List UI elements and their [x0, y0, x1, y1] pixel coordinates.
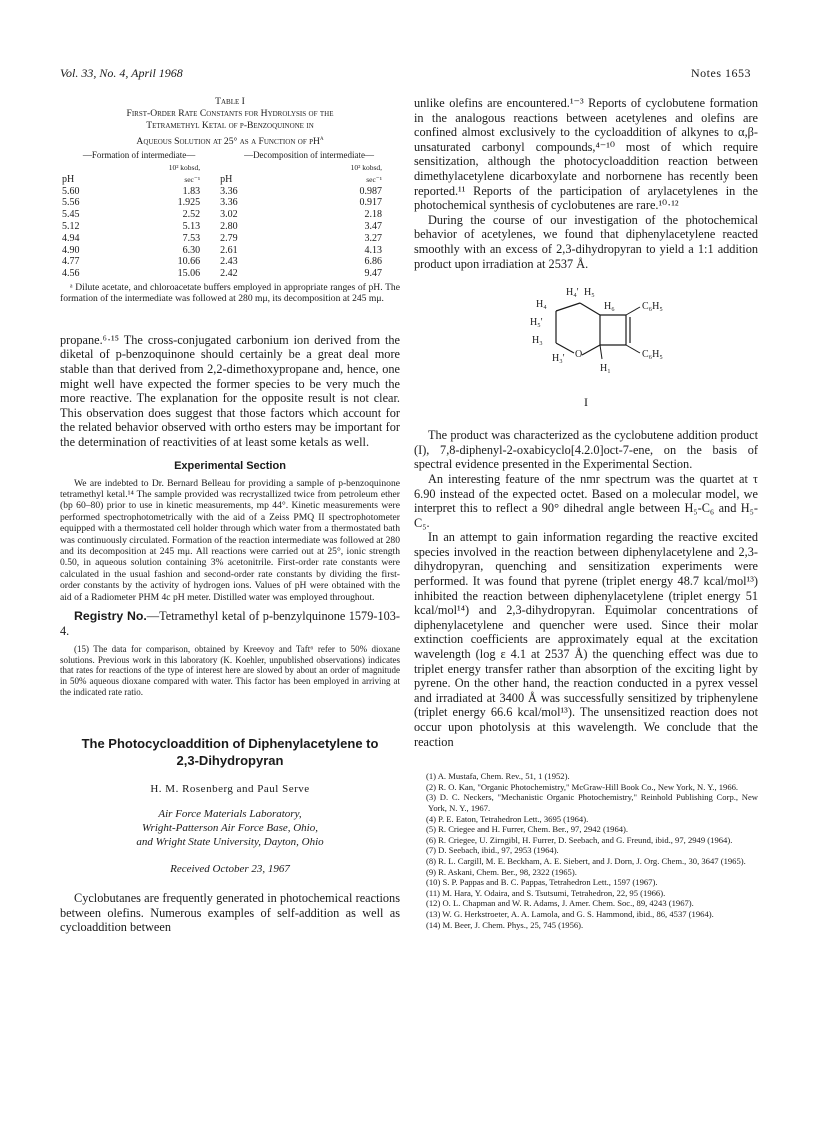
left-column	[60, 96, 400, 935]
footnote-15: (15) The data for comparison, obtained by Kreevoy and Taft⁶ refer to 50% dioxane solutions. Previous work in this laboratory (K. Koehler, unpublished observations) indicates that rates for reactions of the type of interest here are slowed by about an order of magnitude in 50% aqueous dioxane compared with water. This factor has been employed in arriving at the indicated rate ratio.	[60, 644, 400, 697]
table-row: 5.12 5.13 2.80 3.47	[62, 220, 382, 232]
table-row: 5.45 2.52 3.02 2.18	[62, 209, 382, 221]
atom-h3p: H₃'	[552, 353, 565, 365]
group-formation: —Formation of intermediate—	[82, 150, 196, 161]
atom-h5p: H₅'	[530, 317, 543, 329]
table-caption-line3: Aqueous Solution at 25° as a Function of $pH^a$	[136, 134, 324, 148]
reference-item: (12) O. L. Chapman and W. R. Adams, J. Amer. Chem. Soc., 89, 4243 (1967).	[426, 898, 694, 909]
col-ph-formation: pH	[62, 173, 75, 185]
reference-item: (11) M. Hara, Y. Odaira, and S. Tsutsumi, Tetrahedron, 22, 95 (1966).	[426, 887, 666, 898]
col-k-formation: 10² kobsd,	[168, 162, 201, 172]
article-authors: H. M. Rosenberg and Paul Serve	[150, 783, 310, 796]
registry-numbers: Registry No.—Tetramethyl ketal of p-benzylquinone 1579-103-4.	[60, 608, 400, 638]
affiliation: Air Force Materials Laboratory, Wright-Patterson Air Force Base, Ohio, and Wright State University, Dayton, Ohio	[136, 808, 324, 849]
atom-h4: H₄	[536, 299, 547, 311]
col-ph-decomposition: pH	[220, 173, 233, 185]
intro-paragraph: Cyclobutanes are frequently generated in photochemical reactions between olefins. Numerous examples of self-addition as well as cycloaddition between	[60, 891, 400, 935]
table-caption-line2: Tetramethyl Ketal of p-Benzoquinone in	[146, 120, 314, 131]
references-list	[414, 771, 758, 930]
table-row: 4.77 10.66 2.43 6.86	[62, 256, 382, 268]
atom-h3: H₃	[532, 335, 543, 347]
col-k-decomposition: 10² kobsd,	[350, 162, 382, 172]
body-paragraph: unlike olefins are encountered.¹⁻³ Reports of cyclobutene formation in the analogous reactions between acetylenes and olefins are confined almost exclusively to the cycloaddition of alkynes to α,β-unsaturated carbonyl compounds,⁴⁻¹⁰ most of which require sensitization, although the photocycloaddition reaction between dimethylacetylene dicarboxylate and norbornene has recently been reported.¹¹ Reports of the participation of arylacetylenes in the photochemical synthesis of cyclobutenes are rare.¹⁰·¹²	[414, 96, 758, 213]
table-row: 5.60 1.83 3.36 0.987	[62, 185, 382, 197]
structure-I-diagram	[496, 281, 676, 391]
table-row: 5.56 1.925 3.36 0.917	[62, 197, 382, 209]
reference-item: (14) M. Beer, J. Chem. Phys., 25, 745 (1956).	[426, 919, 584, 930]
running-header-page: Notes 1653	[691, 66, 751, 80]
reference-item: (1) A. Mustafa, Chem. Rev., 51, 1 (1952).	[426, 771, 570, 782]
atom-h1: H₁	[600, 363, 611, 375]
experimental-section-heading: Experimental Section	[174, 459, 286, 472]
body-paragraph: In an attempt to gain information regarding the reactive excited species involved in the reaction between diphenylacetylene and 2,3-dihydropyran, quenching and sensitization experiments were performed. It was found that pyrene (triplet energy 48.7 kcal/mol¹³) inhibited the reaction between diphenylacetylene (triplet energy 51 kcal/mol¹⁴) and 2,3-dihydropyran. Equimolar concentrations of diphenylacetylene and quencher were used. Since their molar extinction coefficients are approximately equal at the excitation wavelength (log ε 4.1 at 2537 Å) the quenching effect was due to triplet energy transfer rather than absorption of the exciting light by pyrene. On the other hand, the reaction conducted in a pyrex vessel and irradiated at 3400 Å was successfully sensitized by triphenylene (triplet energy 66.6 kcal/mol¹³). The unsensitized reaction does not occur upon photolysis at this wavelength. We conclude that the reaction	[414, 530, 758, 749]
cyclobutene-ring	[600, 315, 630, 345]
group-decomposition: —Decomposition of intermediate—	[244, 150, 375, 161]
table-row: 4.94 7.53 2.79 3.27	[62, 232, 382, 244]
col-k-unit-formation: sec⁻¹	[184, 174, 201, 184]
body-paragraph: propane.⁶·¹⁵ The cross-conjugated carbonium ion derived from the diketal of p-benzoquinone should certainly be a great deal more stable than that derived from 2,2-dimethoxypropane and, hence, one might well have expected the former species to be very much the more reactive. The explanation for the opposite result is not clear. This observation does suggest that those factors which account for the related behavior observed with ortho esters may be important for the determination of reactivities of at least some ketals as well.	[60, 332, 400, 449]
structure-label: I	[584, 395, 588, 410]
table-number: Table I	[215, 96, 245, 107]
article-title-line2: 2,3-Dihydropyran	[176, 753, 284, 769]
reference-item: (9) R. Askani, Chem. Ber., 98, 2322 (1965).	[426, 866, 577, 877]
col-k-unit-decomposition: sec⁻¹	[366, 174, 382, 184]
reference-item: (4) P. E. Eaton, Tetrahedron Lett., 3695 (1964).	[426, 813, 589, 824]
right-column	[414, 96, 758, 930]
table-row: 4.90 6.30 2.61 4.13	[62, 244, 382, 256]
reference-item: (2) R. O. Kan, "Organic Photochemistry," McGraw-Hill Book Co., New York, N. Y., 1966.	[426, 781, 739, 792]
experimental-text: We are indebted to Dr. Bernard Belleau for providing a sample of p-benzoquinone tetramethyl ketal.¹⁴ The sample provided was recrystallized twice from petroleum ether (bp 60–80) prior to use in kinetic measurements, mp 44°. Kinetic measurements were performed spectrophotometrically with the aid of a Zeiss PMQ II spectrophotometer equipped with a thermostated cell holder through which water from a thermostated bath was continuously circulated. Formation of the reaction intermediate was followed at 280 and its decomposition at 245 mμ. All reactions were carried out at 25°, ionic strength 0.50, in aqueous solution containing 3% acetonitrile. First-order rate constants were calculated in the usual fashion and second-order rate constants by dividing the first-order constants by the activity of hydrogen ions. Values of pH were obtained with the aid of a Radiometer PHM 4c pH meter. Distilled water was employed throughout.	[60, 477, 400, 603]
body-paragraph: The product was characterized as the cyclobutene addition product (I), 7,8-diphenyl-2-oxabicyclo[4.2.0]oct-7-ene, on the basis of spectral evidence presented in the Experimental Section.	[414, 428, 758, 472]
reference-item: (13) W. G. Herkstroeter, A. A. Lamola, and G. S. Hammond, ibid., 86, 4537 (1964).	[426, 908, 714, 919]
pyran-ring	[556, 303, 600, 355]
atom-phenyl-2: C₆H₅	[642, 349, 663, 361]
table-caption-line1: First-Order Rate Constants for Hydrolysis of the	[126, 108, 334, 119]
reference-item: (6) R. Criegee, U. Zirngibl, H. Furrer, D. Seebach, and G. Freund, ibid., 97, 2949 (1964).	[426, 834, 733, 845]
running-header-volume: Vol. 33, No. 4, April 1968	[60, 66, 183, 80]
rate-constants-table	[60, 150, 400, 280]
table-footnote: ᵃ Dilute acetate, and chloroacetate buffers employed in appropriate ranges of pH. The formation of the intermediate was followed at 280 mμ, its decomposition at 245 mμ.	[60, 281, 400, 305]
article-title-line1: The Photocycloaddition of Diphenylacetylene to	[81, 736, 379, 752]
body-paragraph: An interesting feature of the nmr spectrum was the quartet at τ 6.90 instead of the expected octet. Based on a molecular model, we interpret this to reflect a 90° dihedral angle between H₅-C₆ and H₅-C₅.	[414, 471, 758, 530]
reference-item: (3) D. C. Neckers, "Mechanistic Organic Photochemistry," Reinhold Publishing Corp., New York, N. Y., 1967.	[426, 792, 758, 813]
reference-item: (5) R. Criegee and H. Furrer, Chem. Ber., 97, 2942 (1964).	[426, 824, 629, 835]
table-row: 4.56 15.06 2.42 9.47	[62, 268, 382, 280]
reference-item: (10) S. P. Pappas and B. C. Pappas, Tetrahedron Lett., 1597 (1967).	[426, 877, 658, 888]
atom-oxygen: O	[575, 349, 583, 361]
reference-item: (8) R. L. Cargill, M. E. Beckham, A. E. Siebert, and J. Dorn, J. Org. Chem., 30, 3647 (1965).	[426, 855, 746, 866]
article-heading	[60, 735, 400, 769]
atom-h5: H₅	[584, 287, 595, 299]
received-date: Received October 23, 1967	[170, 863, 290, 876]
reference-item: (7) D. Seebach, ibid., 97, 2953 (1964).	[426, 845, 559, 856]
body-paragraph: During the course of our investigation of the photochemical behavior of acetylenes, we found that diphenylacetylene reacted smoothly with an excess of 2,3-dihydropyran to yield a 1:1 addition product upon irradiation at 2537 Å.	[414, 212, 758, 271]
atom-phenyl-1: C₆H₅	[642, 301, 663, 313]
table-caption	[60, 96, 400, 148]
atom-h4p: H₄'	[566, 287, 579, 299]
atom-h6: H₆	[604, 301, 615, 313]
